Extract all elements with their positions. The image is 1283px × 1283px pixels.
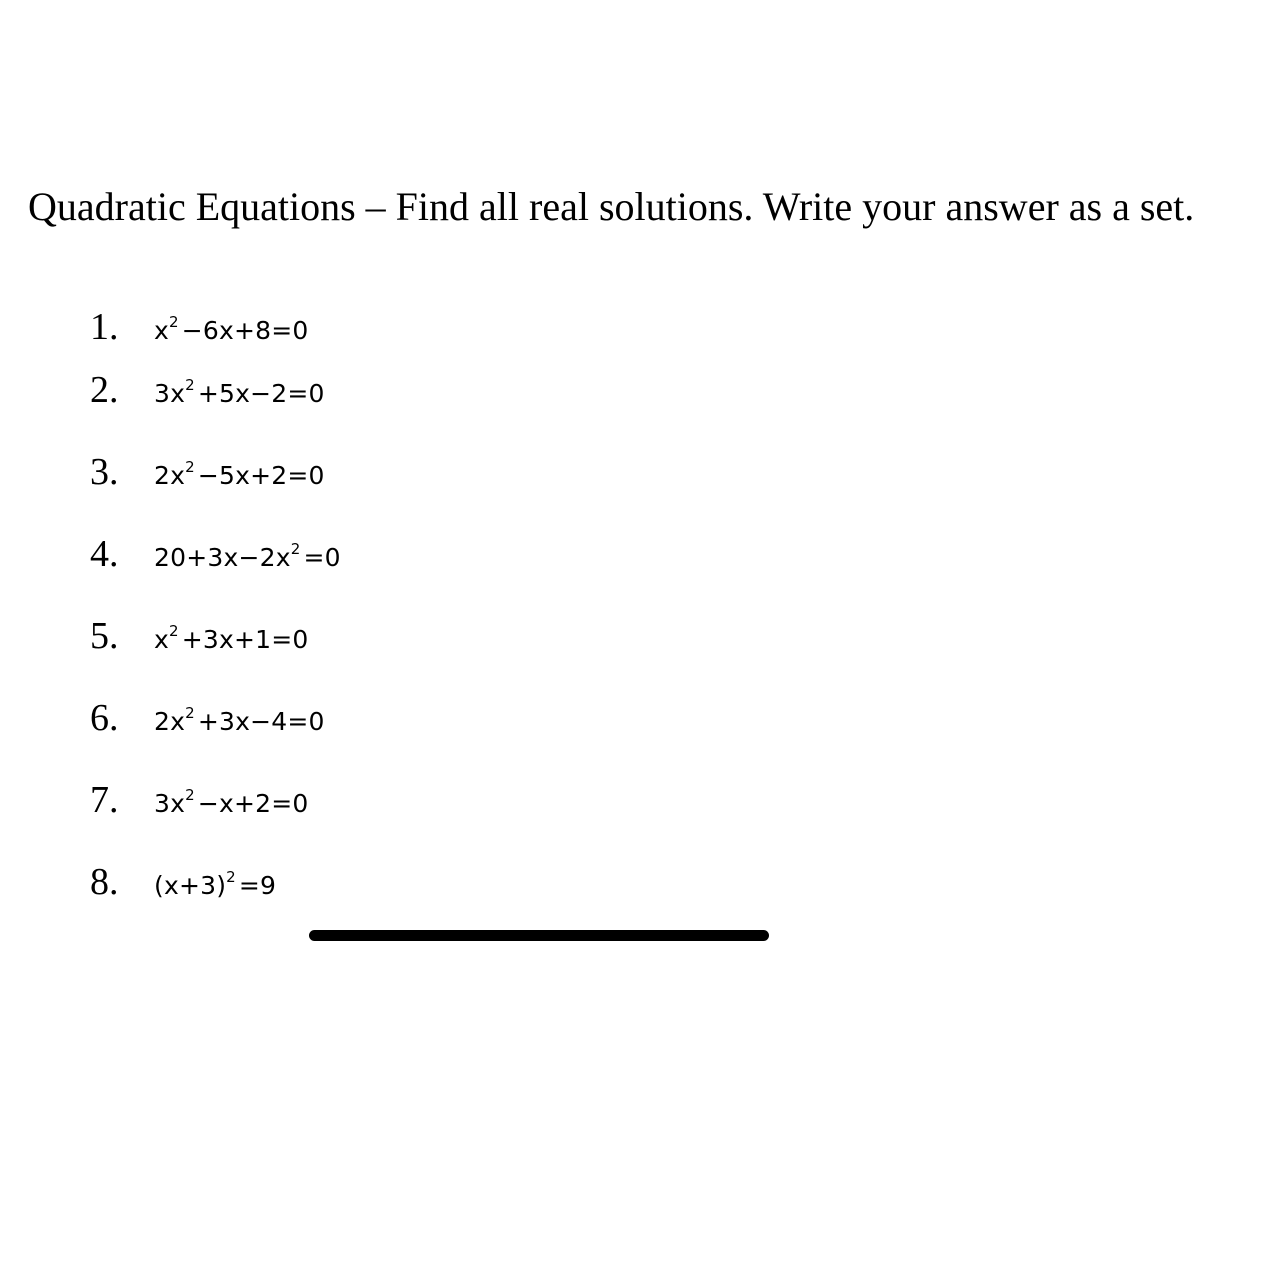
equation: $x^2 +3x+1=0$ [154,622,309,654]
problem-number: 2. [90,369,119,411]
problem-1 [90,305,309,349]
problem-number: 5. [90,615,119,657]
equation: $2x^2 +3x-4=0$ [154,704,325,736]
page-title: Quadratic Equations – Find all real solutions. Write your answer as a set. [28,184,1195,229]
problem-2 [90,368,325,412]
problem-number: 7. [90,779,119,821]
problem-3 [90,450,325,494]
problem-number: 6. [90,697,119,739]
equation: $3x^2 +5x-2=0$ [154,376,325,408]
problem-number: 3. [90,451,119,493]
equation: $2x^2 -5x+2=0$ [154,458,325,490]
home-indicator-bar[interactable] [309,930,769,941]
problem-8 [90,860,276,904]
problem-5 [90,614,309,658]
problem-4 [90,532,341,576]
equation: $(x+3)^2 =9$ [154,868,277,900]
problem-6 [90,696,325,740]
problem-7 [90,778,309,822]
problem-number: 8. [90,861,119,903]
problem-number: 1. [90,306,119,348]
equation: $20+3x-2x^2 =0$ [154,540,341,572]
equation: $3x^2 -x+2=0$ [154,786,309,818]
problem-number: 4. [90,533,119,575]
equation: $x^2 -6x+8=0$ [154,313,309,345]
